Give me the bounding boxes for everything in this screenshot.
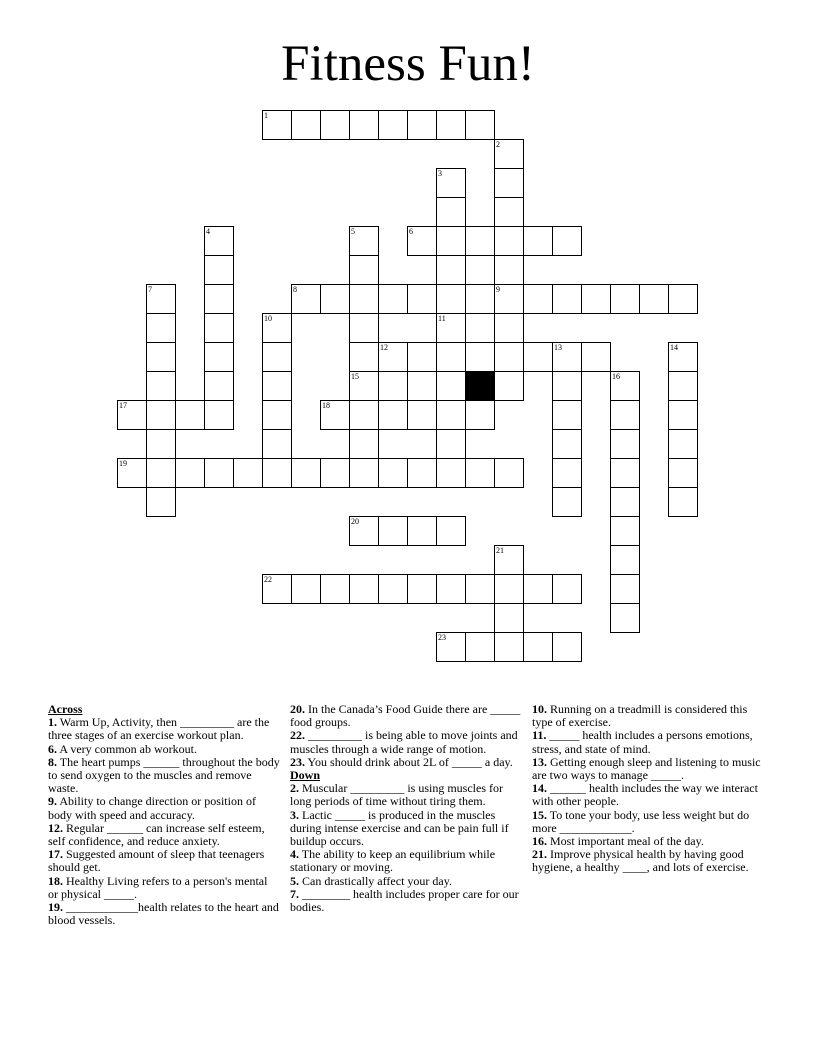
clue-number: 19 [119,459,127,468]
grid-cell[interactable] [117,400,147,430]
grid-cell[interactable] [610,284,640,314]
grid-cell[interactable] [349,255,379,285]
grid-cell[interactable] [349,516,379,546]
grid-cell[interactable] [436,110,466,140]
grid-cell[interactable] [262,110,292,140]
clue-across-8: 8. The heart pumps ______ throughout the body to send oxygen to the muscles and remove waste. [48,754,280,796]
grid-cell[interactable] [436,429,466,459]
grid-cell[interactable] [349,342,379,372]
grid-cell[interactable] [349,429,379,459]
clue-across-1: 1. Warm Up, Activity, then _________ are the three stages of an exercise workout plan. [48,715,270,743]
clue-number: 2 [496,140,500,149]
grid-cell[interactable] [146,429,176,459]
grid-cell[interactable] [378,400,408,430]
clue-number: 14 [670,343,678,352]
grid-cell[interactable] [523,284,553,314]
grid-cell[interactable] [668,400,698,430]
grid-cell[interactable] [552,487,582,517]
grid-cell[interactable] [465,400,495,430]
grid-cell[interactable] [610,516,640,546]
grid-cell[interactable] [262,342,292,372]
grid-cell[interactable] [494,139,524,169]
grid-cell[interactable] [639,284,669,314]
grid-cell[interactable] [610,487,640,517]
grid-cell[interactable] [494,574,524,604]
grid-cell[interactable] [146,313,176,343]
grid-cell[interactable] [610,371,640,401]
grid-cell[interactable] [407,371,437,401]
grid-cell[interactable] [320,400,350,430]
grid-cell[interactable] [175,400,205,430]
clue-across-6: 6. A very common ab workout. [48,741,197,756]
grid-cell[interactable] [610,400,640,430]
grid-cell[interactable] [378,574,408,604]
clue-number: 22 [264,575,272,584]
grid-cell[interactable] [349,371,379,401]
clue-number: 6 [409,227,413,236]
grid-cell[interactable] [204,313,234,343]
grid-cell[interactable] [407,110,437,140]
grid-cell[interactable] [320,574,350,604]
grid-cell[interactable] [146,487,176,517]
grid-cell[interactable] [494,313,524,343]
grid-cell[interactable] [291,574,321,604]
clue-number: 11 [438,314,446,323]
clue-number: 20 [351,517,359,526]
clue-across-19: 19. ____________health relates to the heart and blood vessels. [48,900,279,928]
blocked-cell [465,371,495,401]
grid-cell[interactable] [552,226,582,256]
grid-cell[interactable] [436,284,466,314]
grid-cell[interactable] [610,603,640,633]
grid-cell[interactable] [204,226,234,256]
grid-cell[interactable] [494,371,524,401]
grid-cell[interactable] [494,603,524,633]
grid-cell[interactable] [349,284,379,314]
grid-cell[interactable] [494,168,524,198]
grid-cell[interactable] [262,400,292,430]
grid-cell[interactable] [552,371,582,401]
clue-down-2: 2. Muscular _________ is using muscles for long periods of time without tiring them. [290,781,503,809]
grid-cell[interactable] [349,400,379,430]
grid-cell[interactable] [117,458,147,488]
grid-cell[interactable] [494,197,524,227]
grid-cell[interactable] [349,226,379,256]
grid-cell[interactable] [552,632,582,662]
grid-cell[interactable] [436,371,466,401]
grid-cell[interactable] [146,342,176,372]
clue-across-20: 20. In the Canada’s Food Guide there are _____ food groups. [290,702,521,730]
grid-cell[interactable] [552,342,582,372]
grid-cell[interactable] [668,458,698,488]
grid-cell[interactable] [610,574,640,604]
grid-cell[interactable] [349,110,379,140]
grid-cell[interactable] [465,574,495,604]
grid-cell[interactable] [436,574,466,604]
grid-cell[interactable] [465,458,495,488]
clue-number: 7 [148,285,152,294]
grid-cell[interactable] [407,400,437,430]
clue-number: 17 [119,401,127,410]
clue-across-12: 12. Regular ______ can increase self esteem, self confidence, and reduce anxiety. [48,820,265,849]
clue-down-13: 13. Getting enough sleep and listening to music are two ways to manage _____. [532,754,761,783]
down-header: Down [290,768,321,783]
grid-cell[interactable] [378,284,408,314]
grid-cell[interactable] [581,342,611,372]
grid-cell[interactable] [204,342,234,372]
grid-cell[interactable] [204,400,234,430]
clue-number: 5 [351,227,355,236]
clue-number: 4 [206,227,210,236]
clue-number: 1 [264,111,268,120]
grid-cell[interactable] [291,284,321,314]
grid-cell[interactable] [552,429,582,459]
grid-cell[interactable] [494,632,524,662]
grid-cell[interactable] [465,342,495,372]
grid-cell[interactable] [407,226,437,256]
grid-cell[interactable] [233,458,263,488]
grid-cell[interactable] [494,284,524,314]
grid-cell[interactable] [436,255,466,285]
grid-cell[interactable] [523,632,553,662]
grid-cell[interactable] [494,458,524,488]
clue-number: 18 [322,401,330,410]
grid-cell[interactable] [523,574,553,604]
grid-cell[interactable] [523,342,553,372]
clue-down-11: 11. _____ health includes a persons emotions, stress, and state of mind. [532,728,753,756]
clue-number: 23 [438,633,446,642]
grid-cell[interactable] [291,110,321,140]
clue-across-17: 17. Suggested amount of sleep that teenagers should get. [48,847,265,875]
grid-cell[interactable] [523,226,553,256]
grid-cell[interactable] [407,458,437,488]
clue-down-4: 4. The ability to keep an equilibrium while stationary or moving. [290,847,496,875]
grid-cell[interactable] [291,458,321,488]
grid-cell[interactable] [436,197,466,227]
grid-cell[interactable] [262,458,292,488]
grid-cell[interactable] [175,458,205,488]
grid-cell[interactable] [552,284,582,314]
grid-cell[interactable] [552,458,582,488]
grid-cell[interactable] [494,545,524,575]
clues-column-2 [290,703,526,914]
page-title: Fitness Fun! [281,36,535,92]
grid-cell[interactable] [436,516,466,546]
clue-down-3: 3. Lactic _____ is produced in the muscles during intense exercise and can be pain full if buildup occurs. [290,807,509,849]
grid-cell[interactable] [610,429,640,459]
grid-cell[interactable] [436,168,466,198]
clue-number: 8 [293,285,297,294]
grid-cell[interactable] [668,342,698,372]
clue-number: 13 [554,343,562,352]
clue-down-16: 16. Most important meal of the day. [532,834,704,849]
grid-cell[interactable] [262,429,292,459]
clue-across-18: 18. Healthy Living refers to a person's mental or physical _____. [48,873,268,901]
grid-cell[interactable] [436,458,466,488]
grid-cell[interactable] [378,110,408,140]
clue-across-22: 22. _________ is being able to move joints and muscles through a wide range of motion. [290,728,518,756]
grid-cell[interactable] [465,110,495,140]
grid-cell[interactable] [204,458,234,488]
grid-cell[interactable] [407,574,437,604]
grid-cell[interactable] [436,313,466,343]
clue-down-14: 14. ______ health includes the way we interact with other people. [532,781,758,809]
grid-cell[interactable] [668,429,698,459]
clue-down-15: 15. To tone your body, use less weight but do more ____________. [532,807,750,835]
grid-cell[interactable] [378,458,408,488]
grid-cell[interactable] [668,371,698,401]
grid-cell[interactable] [494,255,524,285]
grid-cell[interactable] [204,371,234,401]
grid-cell[interactable] [349,313,379,343]
grid-cell[interactable] [378,516,408,546]
clue-down-10: 10. Running on a treadmill is considered this type of exercise. [532,702,748,730]
clue-number: 3 [438,169,442,178]
clue-down-21: 21. Improve physical health by having good hygiene, a healthy ____, and lots of exercise. [532,847,749,875]
grid-cell[interactable] [494,342,524,372]
grid-cell[interactable] [320,284,350,314]
grid-cell[interactable] [436,226,466,256]
grid-cell[interactable] [668,487,698,517]
clue-down-7: 7. ________ health includes proper care for our bodies. [290,886,519,915]
across-header: Across [48,702,83,716]
clues-column-1 [48,703,280,927]
grid-cell[interactable] [436,400,466,430]
grid-cell[interactable] [262,313,292,343]
clue-number: 12 [380,343,388,352]
grid-cell[interactable] [465,632,495,662]
clue-number: 21 [496,546,504,555]
grid-cell[interactable] [436,342,466,372]
clue-down-5: 5. Can drastically affect your day. [290,873,452,888]
grid-cell[interactable] [146,400,176,430]
grid-cell[interactable] [320,458,350,488]
clue-across-9: 9. Ability to change direction or position of body with speed and accuracy. [48,794,256,822]
clue-number: 15 [351,372,359,381]
grid-cell[interactable] [204,284,234,314]
grid-cell[interactable] [610,545,640,575]
grid-cell[interactable] [465,226,495,256]
clue-number: 16 [612,372,620,381]
clue-number: 9 [496,285,500,294]
grid-cell[interactable] [552,400,582,430]
grid-cell[interactable] [407,342,437,372]
grid-cell[interactable] [581,284,611,314]
grid-cell[interactable] [494,226,524,256]
grid-cell[interactable] [407,284,437,314]
grid-cell[interactable] [610,458,640,488]
grid-cell[interactable] [378,342,408,372]
grid-cell[interactable] [349,574,379,604]
grid-cell[interactable] [262,371,292,401]
grid-cell[interactable] [262,574,292,604]
grid-cell[interactable] [146,371,176,401]
grid-cell[interactable] [407,516,437,546]
grid-cell[interactable] [146,458,176,488]
grid-cell[interactable] [204,255,234,285]
grid-cell[interactable] [552,574,582,604]
grid-cell[interactable] [436,632,466,662]
grid-cell[interactable] [320,110,350,140]
grid-cell[interactable] [349,458,379,488]
grid-cell[interactable] [378,371,408,401]
clue-across-23: 23. You should drink about 2L of _____ a day. [290,754,513,769]
clues-column-3 [532,703,762,875]
grid-cell[interactable] [146,284,176,314]
clue-number: 10 [264,314,272,323]
grid-cell[interactable] [465,284,495,314]
grid-cell[interactable] [668,284,698,314]
